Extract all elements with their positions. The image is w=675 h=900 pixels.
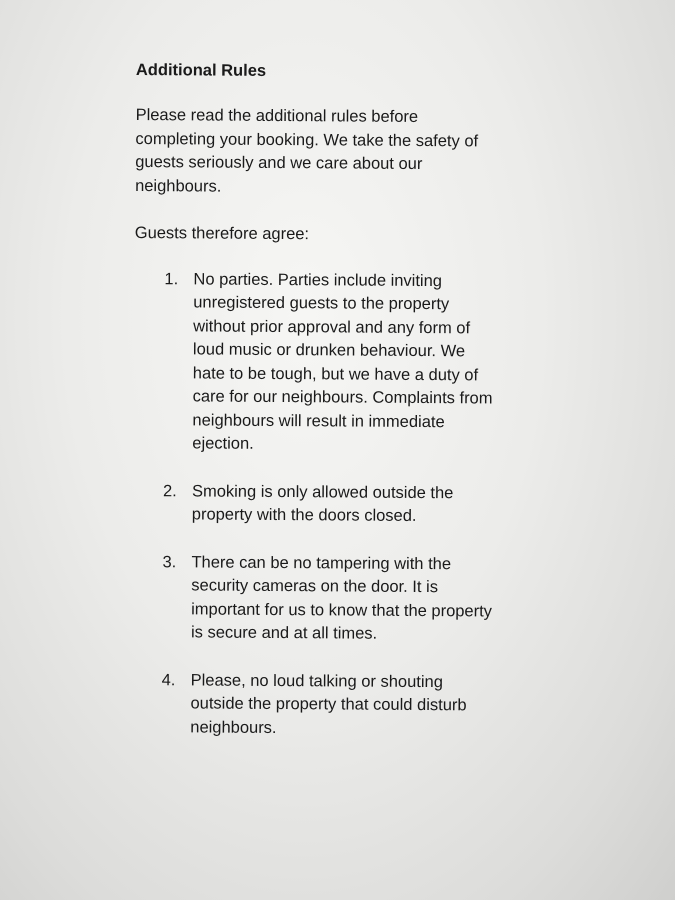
rule-text: Please, no loud talking or shouting outside the property that could disturb neighbours. [190,670,467,737]
rule-number: 4. [161,670,176,689]
rule-text: There can be no tampering with the security cameras on the door. It is important for us to know that the property is secure and at all times. [190,552,493,643]
rule-number: 3. [162,552,177,571]
rule-text: Smoking is only allowed outside the property with the doors closed. [191,481,454,525]
rule-text: No parties. Parties include inviting unregistered guests to the property without prior approval and any form of loud music or drunken behaviour. We hate to be tough, but we have a duty of care for our neighbours. Complaints from neighbours will result in immediate ejection. [192,269,493,453]
rule-item-2 [133,479,493,529]
agree-line: Guests therefore agree: [134,223,310,244]
rule-item-4 [131,668,491,741]
rule-item-1 [133,267,494,458]
intro-paragraph: Please read the additional rules before completing your booking. We take the safety of guests seriously and we care about our neighbours. [135,105,479,196]
rule-item-3 [132,550,493,647]
rule-number: 2. [162,481,177,500]
document-heading: Additional Rules [135,60,267,80]
document-body [131,58,496,765]
rule-number: 1. [164,269,179,288]
rules-list [131,267,494,741]
